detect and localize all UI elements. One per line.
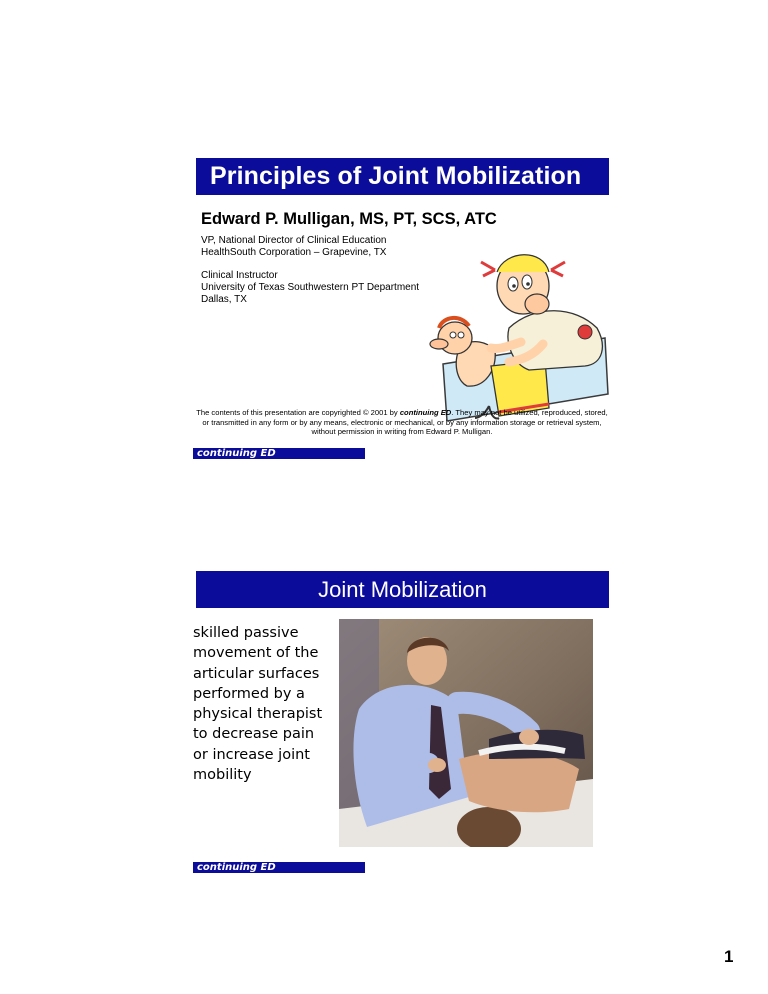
slide-title-bar bbox=[196, 158, 609, 195]
slide-title: Joint Mobilization bbox=[318, 576, 487, 602]
role-heading: VP, National Director of Clinical Education bbox=[201, 235, 387, 246]
copyright-text-start: The contents of this presentation are copyrighted © 2001 by bbox=[196, 408, 398, 417]
slide-1 bbox=[193, 158, 611, 460]
slide-title-bar bbox=[196, 571, 609, 608]
role-organization: HealthSouth Corporation – Grapevine, TX bbox=[201, 247, 387, 258]
cartoon-therapist-image bbox=[425, 246, 610, 421]
therapist-photo bbox=[339, 619, 593, 847]
definition-text: skilled passive movement of the articular surfaces performed by a physical therapist to decrease pain or increase joint mobility bbox=[193, 625, 323, 784]
footer-brand-bar: continuing ED bbox=[193, 862, 365, 873]
role-heading: Clinical Instructor bbox=[201, 270, 278, 281]
author-name: Edward P. Mulligan, MS, PT, SCS, ATC bbox=[201, 210, 497, 228]
copyright-brand: continuing ED bbox=[399, 408, 452, 417]
role-block-2 bbox=[201, 270, 419, 306]
role-city: Dallas, TX bbox=[201, 294, 247, 305]
role-organization: University of Texas Southwestern PT Department bbox=[201, 282, 420, 293]
slide-title: Principles of Joint Mobilization bbox=[210, 162, 582, 190]
page-number: 1 bbox=[724, 947, 734, 966]
copyright-notice bbox=[193, 408, 611, 437]
copyright-text-end: . They may not be utilized, reproduced, stored, or transmitted in any form or by any means, electronic or mechanical, or by any information storage or retrieval system, without permission in writing from Edward P. Mulligan. bbox=[202, 408, 608, 437]
footer-brand-bar: continuing ED bbox=[193, 448, 365, 459]
role-block-1 bbox=[201, 235, 386, 259]
slide-2 bbox=[193, 571, 611, 875]
